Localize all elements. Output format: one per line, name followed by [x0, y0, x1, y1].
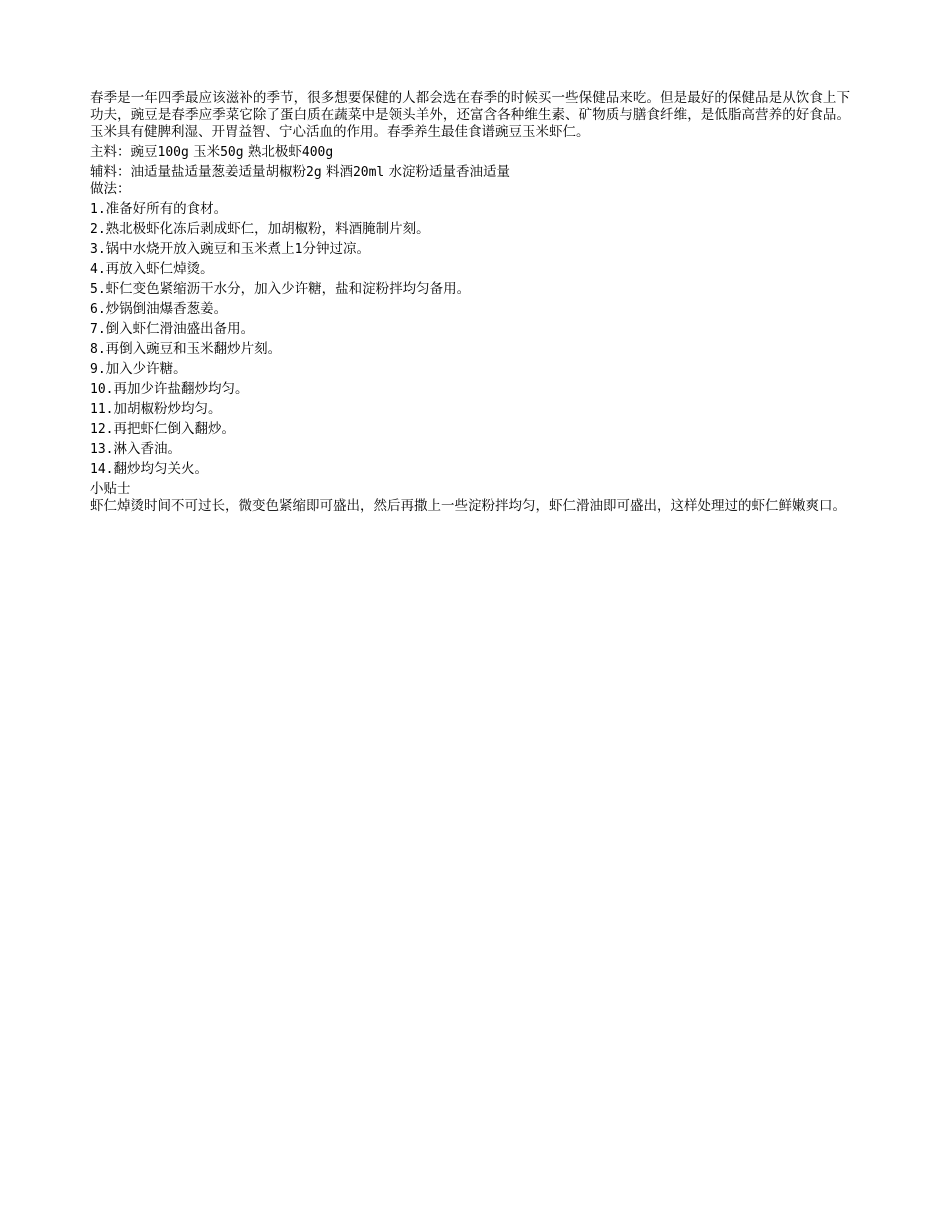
step-inline-number: 1: [294, 242, 303, 257]
list-item: [90, 378, 850, 398]
ingredient-qty: 50g: [220, 145, 244, 160]
ingredient-name: 玉米: [193, 144, 221, 160]
ingredient-qty: 400g: [301, 145, 334, 160]
step-number: 7.: [90, 322, 106, 337]
tips-title: 小贴士: [90, 481, 131, 497]
tips-paragraph: 虾仁焯烫时间不可过长，微变色紧缩即可盛出，然后再撒上一些淀粉拌均匀，虾仁滑油即可盛出，这样处理过的虾仁鲜嫩爽口。: [90, 498, 846, 514]
step-text: 分钟过凉。: [302, 241, 370, 257]
ingredient-qty: 100g: [157, 145, 189, 160]
step-number: 9.: [90, 362, 106, 377]
aux-ingredients-line: [90, 161, 850, 181]
step-text: 倒入虾仁滑油盛出备用。: [105, 321, 255, 337]
intro-paragraph: 春季是一年四季最应该滋补的季节，很多想要保健的人都会选在春季的时候买一些保健品来吃。但是最好的保健品是从饮食上下功夫，豌豆是春季应季菜它除了蛋白质在蔬菜中是领头羊外，还富含各种维生素、矿物质与膳食纤维，是低脂高营养的好食品。玉米具有健脾利湿、开胃益智、宁心活血的作用。春季养生最佳食谱豌豆玉米虾仁。: [90, 90, 850, 140]
list-item: [90, 298, 850, 318]
step-number: 6.: [90, 302, 106, 317]
list-item: [90, 438, 850, 458]
step-text: 加胡椒粉炒均匀。: [113, 401, 222, 417]
aux-ingredients-text: 水淀粉适量香油适量: [388, 164, 511, 180]
step-text: 虾仁变色紧缩沥干水分，加入少许糖，盐和淀粉拌均匀备用。: [105, 281, 471, 297]
aux-ingredients-text: 料酒: [325, 164, 353, 180]
main-ingredients-line: [90, 141, 850, 161]
aux-ingredient-qty: 2g: [306, 165, 322, 180]
aux-ingredients-label: 辅料：: [90, 164, 131, 180]
list-item: [90, 318, 850, 338]
ingredient-name: 熟北极虾: [247, 144, 302, 160]
list-item: [90, 218, 850, 238]
step-text: 炒锅倒油爆香葱姜。: [105, 301, 228, 317]
step-text: 熟北极虾化冻后剥成虾仁，加胡椒粉，料酒腌制片刻。: [105, 221, 430, 237]
step-number: 3.: [90, 242, 106, 257]
step-number: 2.: [90, 222, 106, 237]
step-number: 11.: [90, 402, 114, 417]
list-item: [90, 338, 850, 358]
list-item: [90, 358, 850, 378]
step-text: 准备好所有的食材。: [105, 201, 228, 217]
step-text: 再倒入豌豆和玉米翻炒片刻。: [105, 341, 282, 357]
ingredient-name: 豌豆: [130, 144, 158, 160]
step-text: 淋入香油。: [113, 441, 181, 457]
step-text: 加入少许糖。: [105, 361, 187, 377]
list-item: [90, 258, 850, 278]
step-number: 5.: [90, 282, 106, 297]
step-number: 8.: [90, 342, 106, 357]
method-title: 做法：: [90, 181, 131, 197]
step-number: 10.: [90, 382, 114, 397]
step-number: 4.: [90, 262, 106, 277]
step-number: 1.: [90, 202, 106, 217]
step-text: 锅中水烧开放入豌豆和玉米煮上: [105, 241, 295, 257]
aux-ingredient-qty: 20ml: [352, 165, 385, 180]
step-number: 12.: [90, 422, 114, 437]
list-item: [90, 418, 850, 438]
step-text: 翻炒均匀关火。: [113, 461, 208, 477]
recipe-document: [90, 90, 850, 515]
step-number: 13.: [90, 442, 114, 457]
list-item: [90, 458, 850, 478]
list-item: [90, 238, 850, 258]
aux-ingredients-text: 油适量盐适量葱姜适量胡椒粉: [130, 164, 306, 180]
main-ingredients-label: 主料：: [90, 144, 131, 160]
list-item: [90, 398, 850, 418]
step-text: 再把虾仁倒入翻炒。: [113, 421, 235, 437]
list-item: [90, 278, 850, 298]
step-text: 再放入虾仁焯烫。: [105, 261, 214, 277]
step-number: 14.: [90, 462, 114, 477]
step-text: 再加少许盐翻炒均匀。: [113, 381, 249, 397]
method-steps-list: [90, 198, 850, 478]
list-item: [90, 198, 850, 218]
